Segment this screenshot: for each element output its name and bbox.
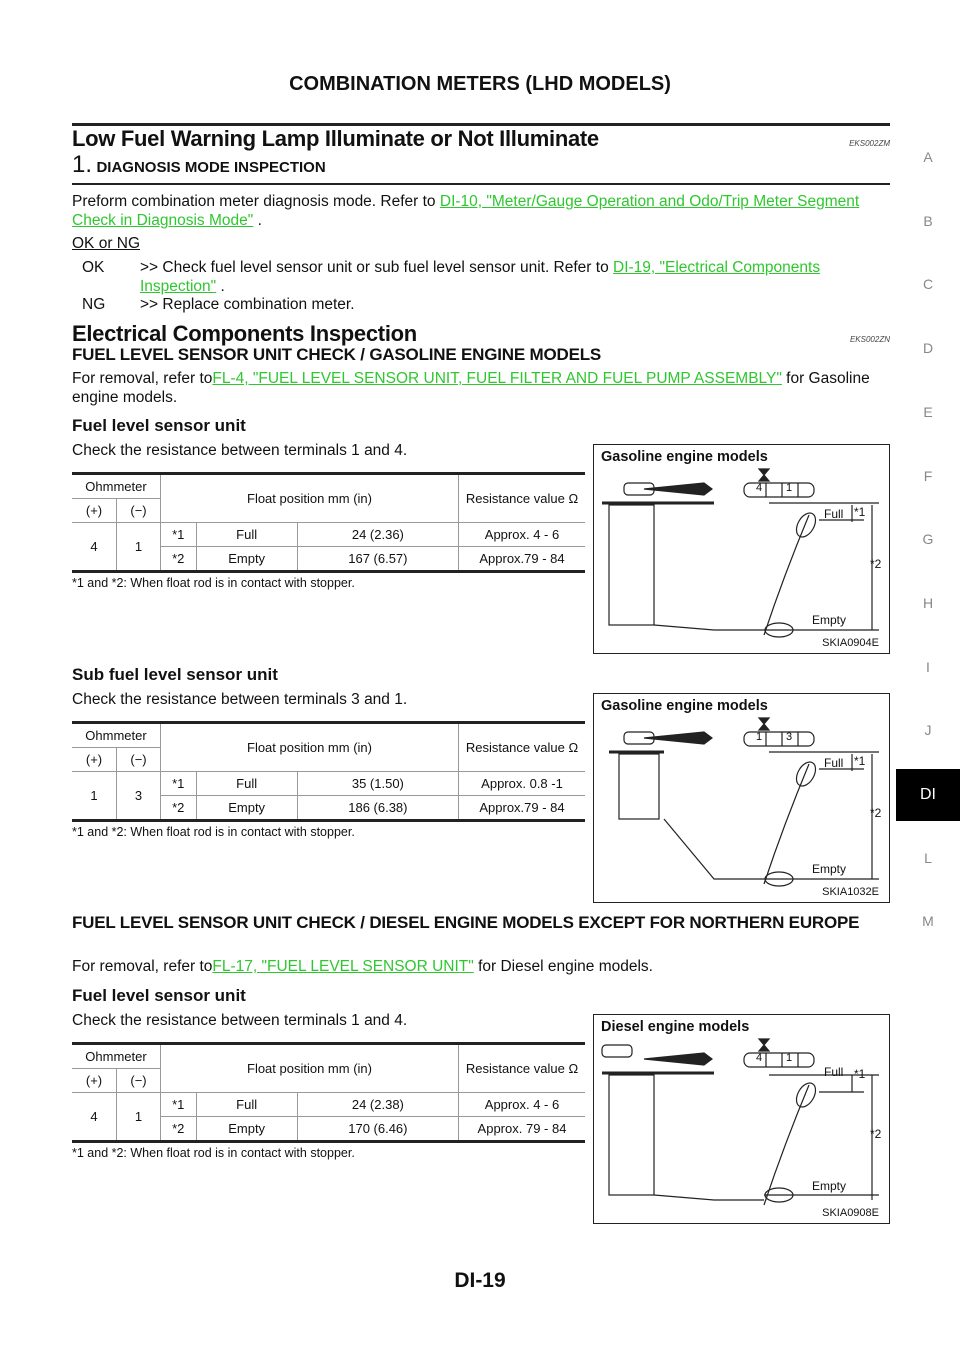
side-index-tab-di[interactable]: DI	[896, 769, 960, 821]
footnote: *1 and *2: When float rod is in contact with stopper.	[72, 1146, 355, 1160]
cell: *2	[161, 547, 197, 572]
figure-id: SKIA0908E	[822, 1207, 879, 1219]
text: For removal, refer to	[72, 370, 213, 387]
footnote: *1 and *2: When float rod is in contact with stopper.	[72, 576, 355, 590]
resistance-table	[72, 472, 585, 573]
subsection-title: FUEL LEVEL SENSOR UNIT CHECK / DIESEL ENGINE MODELS EXCEPT FOR NORTHERN EUROPE	[72, 913, 860, 932]
side-index-tab-h[interactable]: H	[922, 594, 934, 611]
terminal-label: 1	[756, 731, 763, 743]
cell: *1	[161, 772, 197, 796]
section-code: EKS002ZM	[849, 139, 890, 148]
cell: Approx.79 - 84	[459, 796, 586, 821]
header-cell: Float position mm (in)	[161, 1044, 459, 1093]
link-di19[interactable]: DI-19, "Electrical Components Inspection"	[140, 259, 821, 295]
dimension-label: *2	[870, 557, 882, 571]
figure-id: SKIA1032E	[822, 886, 879, 898]
page-number: DI-19	[454, 1269, 506, 1292]
resistance-table	[72, 721, 585, 822]
side-index-tab-m[interactable]: M	[922, 913, 934, 930]
block-title: Fuel level sensor unit	[72, 416, 246, 435]
table-row	[72, 772, 585, 796]
dimension-label: *1	[854, 754, 866, 768]
link-fl17[interactable]: FL-17, "FUEL LEVEL SENSOR UNIT"	[212, 958, 474, 975]
table-row	[72, 1093, 585, 1117]
cell: 170 (6.46)	[297, 1117, 458, 1142]
ok-label: OK	[82, 259, 105, 276]
side-index-tab-b[interactable]: B	[923, 212, 933, 229]
ok-or-ng-label: OK or NG	[72, 235, 141, 252]
side-index-tab-d[interactable]: D	[922, 340, 934, 357]
header-cell: Resistance value Ω	[459, 723, 586, 772]
page-header-title: COMBINATION METERS (LHD MODELS)	[289, 73, 671, 95]
figure-id: SKIA0904E	[822, 637, 879, 649]
table-row	[72, 523, 585, 547]
ok-text	[140, 258, 890, 296]
terminal-label: 4	[756, 1052, 763, 1064]
cell: *2	[161, 1117, 197, 1142]
header-cell: (+)	[72, 748, 117, 772]
text: Preform combination meter diagnosis mode. Refer to	[72, 193, 440, 210]
step-title: DIAGNOSIS MODE INSPECTION	[96, 159, 326, 176]
header-cell: (+)	[72, 499, 117, 523]
header-cell: Resistance value Ω	[459, 474, 586, 523]
link-fl4[interactable]: FL-4, "FUEL LEVEL SENSOR UNIT, FUEL FILTER AND FUEL PUMP ASSEMBLY"	[212, 370, 782, 387]
footnote: *1 and *2: When float rod is in contact with stopper.	[72, 825, 355, 839]
terminal-label: 1	[786, 1052, 793, 1064]
header-cell: Ohmmeter	[72, 1044, 161, 1069]
section-title: Electrical Components Inspection	[72, 321, 417, 346]
side-index-tab-e[interactable]: E	[923, 403, 933, 420]
cell: Approx.79 - 84	[459, 547, 586, 572]
cell: Full	[196, 1093, 297, 1117]
paragraph	[72, 369, 890, 407]
cell: 186 (6.38)	[297, 796, 458, 821]
sensor-diagram	[593, 693, 890, 903]
diagram-title: Gasoline engine models	[601, 698, 768, 714]
cell: 4	[72, 1093, 117, 1142]
cell: 3	[117, 772, 161, 821]
header-cell: Ohmmeter	[72, 474, 161, 499]
header-cell: Float position mm (in)	[161, 723, 459, 772]
side-index-tab-f[interactable]: F	[923, 467, 933, 484]
header-cell: (−)	[117, 748, 161, 772]
empty-label: Empty	[812, 613, 847, 627]
resistance-table	[72, 1042, 585, 1143]
cell: Approx. 0.8 -1	[459, 772, 586, 796]
side-index-tab-a[interactable]: A	[923, 149, 933, 165]
paragraph	[72, 192, 890, 230]
text: .	[253, 212, 262, 229]
link-di10[interactable]: DI-10, "Meter/Gauge Operation and Odo/Trip Meter Segment Check in Diagnosis Mode"	[72, 193, 860, 229]
cell: 1	[117, 523, 161, 572]
cell: Empty	[196, 796, 297, 821]
dimension-label: *1	[854, 505, 866, 519]
terminal-label: 3	[786, 731, 793, 743]
header-cell: (+)	[72, 1069, 117, 1093]
cell: 24 (2.38)	[297, 1093, 458, 1117]
cell: *1	[161, 523, 197, 547]
subsection-title: FUEL LEVEL SENSOR UNIT CHECK / GASOLINE ENGINE MODELS	[72, 345, 602, 364]
cell: 24 (2.36)	[297, 523, 458, 547]
section-title: Low Fuel Warning Lamp Illuminate or Not Illuminate	[72, 126, 599, 151]
dimension-label: *2	[870, 806, 882, 820]
empty-label: Empty	[812, 862, 847, 876]
cell: 35 (1.50)	[297, 772, 458, 796]
cell: Approx. 4 - 6	[459, 1093, 586, 1117]
cell: Full	[196, 523, 297, 547]
instruction: Check the resistance between terminals 1 and 4.	[72, 442, 408, 459]
header-cell: Float position mm (in)	[161, 474, 459, 523]
side-index-tab-g[interactable]: G	[922, 531, 934, 548]
cell: *1	[161, 1093, 197, 1117]
text: .	[216, 278, 225, 295]
full-label: Full	[824, 1065, 844, 1079]
cell: 1	[117, 1093, 161, 1142]
cell: 167 (6.57)	[297, 547, 458, 572]
full-label: Full	[824, 756, 844, 770]
step-heading	[72, 151, 326, 179]
dimension-label: *2	[870, 1127, 882, 1141]
ng-text: >> Replace combination meter.	[140, 296, 355, 313]
empty-label: Empty	[812, 1179, 847, 1193]
side-index-tab-c[interactable]: C	[922, 276, 934, 293]
dimension-label: *1	[854, 1067, 866, 1081]
section-code: EKS002ZN	[849, 335, 890, 344]
diagram-title: Diesel engine models	[601, 1019, 750, 1035]
diagram-title: Gasoline engine models	[601, 449, 768, 465]
cell: Empty	[196, 547, 297, 572]
text: for Gasoline engine models.	[72, 370, 870, 406]
header-cell: (−)	[117, 1069, 161, 1093]
instruction: Check the resistance between terminals 3 and 1.	[72, 691, 408, 708]
cell: Approx. 79 - 84	[459, 1117, 586, 1142]
divider	[72, 183, 890, 185]
block-title: Fuel level sensor unit	[72, 986, 246, 1005]
cell: 1	[72, 772, 117, 821]
full-label: Full	[824, 507, 844, 521]
text: for Diesel engine models.	[473, 958, 653, 975]
step-number: 1.	[72, 151, 93, 178]
side-index-tab-j[interactable]: J	[924, 722, 932, 739]
cell: 4	[72, 523, 117, 572]
terminal-label: 4	[756, 482, 763, 494]
cell: Full	[196, 772, 297, 796]
header-cell: Ohmmeter	[72, 723, 161, 748]
block-title: Sub fuel level sensor unit	[72, 665, 278, 684]
sensor-diagram	[593, 1014, 890, 1224]
instruction: Check the resistance between terminals 1 and 4.	[72, 1012, 408, 1029]
cell: *2	[161, 796, 197, 821]
side-index-tab-i[interactable]: I	[926, 658, 930, 675]
header-cell: Resistance value Ω	[459, 1044, 586, 1093]
terminal-label: 1	[786, 482, 793, 494]
cell: Empty	[196, 1117, 297, 1142]
paragraph	[72, 957, 890, 976]
cell: Approx. 4 - 6	[459, 523, 586, 547]
side-index-tab-l[interactable]: L	[924, 849, 932, 866]
text: For removal, refer to	[72, 958, 213, 975]
header-cell: (−)	[117, 499, 161, 523]
text: >> Check fuel level sensor unit or sub fuel level sensor unit. Refer to	[140, 259, 613, 276]
sensor-diagram	[593, 444, 890, 654]
ng-label: NG	[82, 296, 106, 313]
